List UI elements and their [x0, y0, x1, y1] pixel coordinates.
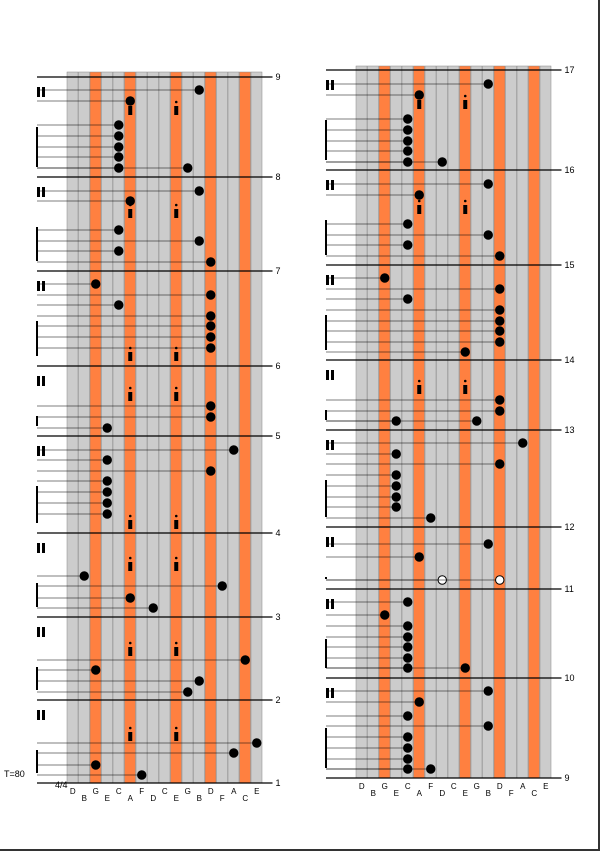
- note: [184, 164, 192, 172]
- dot-mark: [175, 727, 178, 730]
- rest-mark: [174, 520, 178, 529]
- rhythm-stem: [42, 446, 45, 456]
- note: [381, 611, 389, 619]
- rhythm-stem: [42, 376, 45, 386]
- key-label: C: [404, 782, 411, 791]
- dot-mark: [175, 387, 178, 390]
- tine-e: [171, 72, 182, 783]
- rhythm-stem: [331, 688, 334, 698]
- rhythm-stem: [326, 440, 329, 450]
- dot-mark: [418, 200, 421, 203]
- note: [207, 312, 215, 320]
- note: [392, 417, 400, 425]
- key-label: B: [485, 789, 491, 798]
- key-label: D: [496, 782, 503, 791]
- rhythm-stem: [37, 376, 40, 386]
- measure-number: 2: [275, 695, 281, 705]
- note: [404, 220, 412, 228]
- note: [404, 654, 412, 662]
- rhythm-stem: [42, 281, 45, 291]
- tine-d: [437, 66, 448, 778]
- rest-mark: [128, 732, 132, 741]
- measure-number: 12: [564, 522, 575, 532]
- key-label: C: [115, 787, 122, 796]
- dot-mark: [464, 380, 467, 383]
- measure-number: 1: [275, 778, 281, 788]
- key-label: D: [439, 789, 446, 798]
- tine-d: [356, 66, 367, 778]
- dot-mark: [129, 387, 132, 390]
- rest-mark: [128, 209, 132, 218]
- rhythm-stem: [326, 688, 329, 698]
- note: [484, 722, 492, 730]
- measure-number: 9: [564, 773, 570, 783]
- note: [103, 499, 111, 507]
- rest-mark: [128, 520, 132, 529]
- rest-mark: [128, 647, 132, 656]
- key-label: A: [127, 794, 133, 803]
- measure-number: 13: [564, 425, 575, 435]
- note: [92, 280, 100, 288]
- tine-e: [540, 66, 551, 778]
- key-label: F: [508, 789, 514, 798]
- note: [427, 765, 435, 773]
- note: [103, 456, 111, 464]
- rhythm-stem: [331, 440, 334, 450]
- tine-b: [79, 72, 90, 783]
- note: [427, 514, 435, 522]
- rest-mark: [463, 100, 467, 109]
- note: [415, 698, 423, 706]
- measure-number: 9: [275, 72, 281, 82]
- note: [392, 450, 400, 458]
- note: [404, 598, 412, 606]
- note: [392, 503, 400, 511]
- note: [253, 739, 261, 747]
- tine-a: [517, 66, 528, 778]
- key-label: F: [219, 794, 225, 803]
- note: [404, 241, 412, 249]
- dot-mark: [175, 557, 178, 560]
- key-label: G: [473, 782, 480, 791]
- rest-mark: [417, 385, 421, 394]
- key-label: D: [69, 787, 76, 796]
- rhythm-stem: [331, 80, 334, 90]
- note: [195, 86, 203, 94]
- rest-mark: [128, 562, 132, 571]
- note: [207, 291, 215, 299]
- note: [115, 143, 123, 151]
- measure-number: 8: [275, 172, 281, 182]
- note: [404, 622, 412, 630]
- key-label: A: [416, 789, 422, 798]
- note: [496, 407, 504, 415]
- tine-a: [228, 72, 239, 783]
- note: [149, 604, 157, 612]
- note: [404, 733, 412, 741]
- rest-mark: [174, 732, 178, 741]
- rest-mark: [463, 205, 467, 214]
- rhythm-stem: [42, 627, 45, 637]
- measure-number: 14: [564, 355, 575, 365]
- note: [415, 191, 423, 199]
- rhythm-stem: [331, 180, 334, 190]
- note: [484, 80, 492, 88]
- note: [404, 137, 412, 145]
- rhythm-stem: [331, 370, 334, 380]
- note: [392, 471, 400, 479]
- rhythm-stem: [326, 370, 329, 380]
- note: [404, 755, 412, 763]
- note: [103, 477, 111, 485]
- note: [461, 664, 469, 672]
- measure-number: 6: [275, 361, 281, 371]
- dot-mark: [129, 204, 132, 207]
- rhythm-stem: [37, 281, 40, 291]
- note: [207, 467, 215, 475]
- tine-e: [251, 72, 262, 783]
- rest-mark: [463, 385, 467, 394]
- rhythm-stem: [37, 543, 40, 553]
- rhythm-stem: [331, 599, 334, 609]
- rest-mark: [174, 209, 178, 218]
- note: [404, 643, 412, 651]
- tine-c: [529, 66, 540, 778]
- dot-mark: [175, 347, 178, 350]
- note: [404, 712, 412, 720]
- tine-c: [113, 72, 124, 783]
- tine-f: [136, 72, 147, 783]
- note: [496, 306, 504, 314]
- rhythm-stem: [331, 537, 334, 547]
- note: [473, 417, 481, 425]
- tine-d: [205, 72, 216, 783]
- note: [496, 252, 504, 260]
- note: [519, 439, 527, 447]
- key-label: E: [254, 787, 260, 796]
- note: [103, 510, 111, 518]
- note: [103, 488, 111, 496]
- dot-mark: [418, 95, 421, 98]
- tine-f: [425, 66, 436, 778]
- note: [241, 656, 249, 664]
- note: [115, 226, 123, 234]
- note: [80, 572, 88, 580]
- note: [484, 540, 492, 548]
- rhythm-stem: [42, 187, 45, 197]
- dot-mark: [175, 515, 178, 518]
- note: [207, 413, 215, 421]
- right-score-column: [326, 65, 575, 798]
- note: [496, 460, 504, 468]
- note: [184, 688, 192, 696]
- rest-mark: [417, 100, 421, 109]
- tine-c: [448, 66, 459, 778]
- note: [115, 121, 123, 129]
- dot-mark: [464, 95, 467, 98]
- tine-c: [240, 72, 251, 783]
- rest-mark: [174, 352, 178, 361]
- measure-number: 16: [564, 165, 575, 175]
- key-label: E: [104, 794, 110, 803]
- rhythm-stem: [37, 87, 40, 97]
- key-label: E: [543, 782, 549, 791]
- note: [92, 666, 100, 674]
- dot-mark: [175, 204, 178, 207]
- note: [404, 633, 412, 641]
- note: [484, 180, 492, 188]
- rhythm-stem: [42, 543, 45, 553]
- rest-mark: [174, 562, 178, 571]
- key-label: E: [173, 794, 179, 803]
- note: [381, 274, 389, 282]
- tine-d: [494, 66, 505, 778]
- dot-mark: [175, 101, 178, 104]
- tine-b: [483, 66, 494, 778]
- key-label: D: [358, 782, 365, 791]
- note: [207, 344, 215, 352]
- dot-mark: [418, 380, 421, 383]
- dot-mark: [129, 515, 132, 518]
- tine-a: [125, 72, 136, 783]
- rest-mark: [128, 106, 132, 115]
- key-label: G: [381, 782, 388, 791]
- rhythm-stem: [326, 180, 329, 190]
- note: [404, 147, 412, 155]
- dot-mark: [464, 200, 467, 203]
- rest-mark: [174, 106, 178, 115]
- key-label: C: [242, 794, 249, 803]
- tine-f: [217, 72, 228, 783]
- key-label: E: [462, 789, 468, 798]
- measure-number: 17: [564, 65, 575, 75]
- note: [404, 295, 412, 303]
- rest-mark: [417, 205, 421, 214]
- tine-d: [67, 72, 78, 783]
- rest-mark: [128, 392, 132, 401]
- key-label: B: [81, 794, 87, 803]
- key-label: C: [450, 782, 457, 791]
- tine-g: [182, 72, 193, 783]
- rhythm-stem: [42, 710, 45, 720]
- note: [207, 333, 215, 341]
- rhythm-stem: [37, 187, 40, 197]
- tine-c: [159, 72, 170, 783]
- key-label: A: [520, 782, 526, 791]
- note: [207, 322, 215, 330]
- key-label: B: [196, 794, 202, 803]
- note: [404, 744, 412, 752]
- rest-mark: [174, 392, 178, 401]
- rhythm-stem: [326, 80, 329, 90]
- note: [496, 338, 504, 346]
- dot-mark: [175, 642, 178, 645]
- key-label: F: [428, 782, 434, 791]
- note: [115, 153, 123, 161]
- measure-number: 15: [564, 260, 575, 270]
- measure-number: 10: [564, 673, 575, 683]
- time-signature: 4/4: [55, 780, 68, 790]
- note: [230, 749, 238, 757]
- note: [404, 115, 412, 123]
- note: [496, 285, 504, 293]
- key-label: C: [531, 789, 538, 798]
- key-label: B: [370, 789, 376, 798]
- tempo-label: T=80: [4, 769, 25, 779]
- measure-number: 7: [275, 266, 281, 276]
- note: [115, 301, 123, 309]
- note: [138, 771, 146, 779]
- rhythm-stem: [37, 446, 40, 456]
- left-score-column: [37, 72, 281, 803]
- measure-number: 11: [564, 584, 574, 594]
- note: [484, 687, 492, 695]
- note: [461, 348, 469, 356]
- note: [392, 482, 400, 490]
- tine-a: [414, 66, 425, 778]
- rhythm-stem: [42, 87, 45, 97]
- note: [496, 317, 504, 325]
- rhythm-stem: [326, 599, 329, 609]
- tine-g: [379, 66, 390, 778]
- key-label: G: [92, 787, 99, 796]
- dot-mark: [129, 101, 132, 104]
- note: [415, 553, 423, 561]
- dot-mark: [129, 727, 132, 730]
- measure-number: 5: [275, 431, 281, 441]
- key-label: E: [393, 789, 399, 798]
- key-label: D: [207, 787, 214, 796]
- note: [496, 396, 504, 404]
- note: [195, 677, 203, 685]
- measure-number: 3: [275, 612, 281, 622]
- note: [207, 402, 215, 410]
- note: [496, 327, 504, 335]
- note: [218, 582, 226, 590]
- key-label: C: [161, 787, 168, 796]
- key-label: G: [184, 787, 191, 796]
- note: [438, 158, 446, 166]
- note: [484, 231, 492, 239]
- dot-mark: [129, 557, 132, 560]
- note: [392, 493, 400, 501]
- note: [126, 594, 134, 602]
- tine-f: [506, 66, 517, 778]
- note: [103, 424, 111, 432]
- rhythm-stem: [37, 627, 40, 637]
- rhythm-stem: [326, 537, 329, 547]
- tine-b: [368, 66, 379, 778]
- note: [207, 258, 215, 266]
- key-label: A: [231, 787, 237, 796]
- note: [230, 446, 238, 454]
- rest-mark: [128, 352, 132, 361]
- note: [115, 132, 123, 140]
- note: [195, 187, 203, 195]
- rhythm-stem: [326, 275, 329, 285]
- key-label: F: [139, 787, 145, 796]
- note: [115, 247, 123, 255]
- dot-mark: [129, 642, 132, 645]
- note: [92, 761, 100, 769]
- measure-number: 4: [275, 528, 281, 538]
- tine-d: [148, 72, 159, 783]
- key-label: D: [150, 794, 157, 803]
- note: [404, 126, 412, 134]
- note: [496, 576, 504, 584]
- tine-g: [90, 72, 101, 783]
- rhythm-stem: [37, 710, 40, 720]
- note: [195, 237, 203, 245]
- dot-mark: [129, 347, 132, 350]
- score-meta: [4, 769, 68, 790]
- rhythm-stem: [331, 275, 334, 285]
- rest-mark: [174, 647, 178, 656]
